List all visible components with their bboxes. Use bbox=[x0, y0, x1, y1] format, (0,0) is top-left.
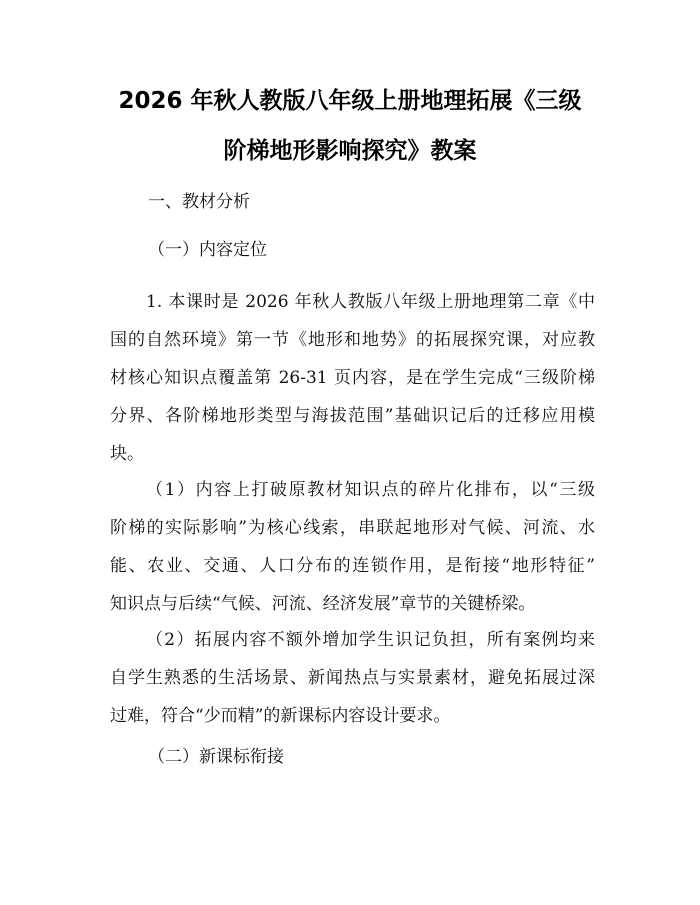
section-heading-teaching-material-analysis: 一、教材分析 bbox=[148, 192, 250, 212]
paragraph-1-line: 材核心知识点覆盖第 26-31 页内容，是在学生完成“三级阶梯 bbox=[110, 368, 595, 388]
subsection-heading-curriculum-alignment: （二）新课标衔接 bbox=[148, 747, 284, 767]
paragraph-3-line: （2）拓展内容不额外增加学生识记负担，所有案例均来 bbox=[146, 630, 595, 650]
paragraph-3-line: 自学生熟悉的生活场景、新闻热点与实景素材，避免拓展过深 bbox=[110, 668, 595, 688]
document-title-line-1: 2026 年秋人教版八年级上册地理拓展《三级 bbox=[118, 88, 582, 114]
document-title-line-2: 阶梯地形影响探究》教案 bbox=[223, 138, 477, 164]
paragraph-3-line: 过难，符合“少而精”的新课标内容设计要求。 bbox=[110, 706, 451, 726]
paragraph-2-line: 能、农业、交通、人口分布的连锁作用，是衔接“地形特征” bbox=[110, 556, 595, 576]
paragraph-2-line: （1）内容上打破原教材知识点的碎片化排布，以“三级 bbox=[146, 480, 595, 500]
paragraph-1 bbox=[110, 283, 595, 473]
paragraph-1-line: 1. 本课时是 2026 年秋人教版八年级上册地理第二章《中 bbox=[146, 292, 595, 312]
paragraph-2 bbox=[110, 471, 595, 623]
paragraph-1-line: 分界、各阶梯地形类型与海拔范围”基础识记后的迁移应用模 bbox=[110, 406, 595, 426]
subsection-heading-content-positioning: （一）内容定位 bbox=[148, 240, 267, 260]
paragraph-3 bbox=[110, 621, 595, 735]
paragraph-2-line: 知识点与后续“气候、河流、经济发展”章节的关键桥梁。 bbox=[110, 594, 536, 614]
paragraph-1-line: 块。 bbox=[110, 444, 144, 464]
paragraph-2-line: 阶梯的实际影响”为核心线索，串联起地形对气候、河流、水 bbox=[110, 518, 595, 538]
paragraph-1-line: 国的自然环境》第一节《地形和地势》的拓展探究课，对应教 bbox=[110, 330, 595, 350]
